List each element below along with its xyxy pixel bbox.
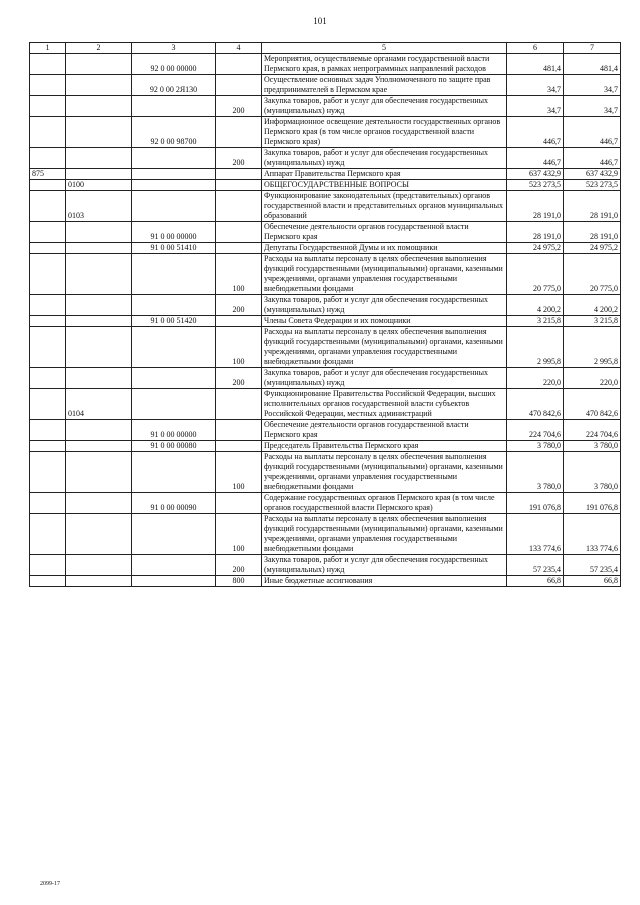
org-code-cell (30, 243, 66, 254)
section-code-cell (66, 54, 132, 75)
column-header-6: 6 (507, 43, 564, 54)
org-code-cell (30, 180, 66, 191)
section-code-cell: 0104 (66, 389, 132, 420)
description-cell: Расходы на выплаты персоналу в целях обеспечения выполнения функций государственными (муниципальными) органами, казенными учреждениями, органами управления государственными внебюджетными фондами (262, 254, 507, 295)
amount-year1-cell: 637 432,9 (507, 169, 564, 180)
description-cell: Расходы на выплаты персоналу в целях обеспечения выполнения функций государственными (муниципальными) органами, казенными учреждениями, органами управления государственными внебюджетными фондами (262, 327, 507, 368)
section-code-cell (66, 117, 132, 148)
column-header-2: 2 (66, 43, 132, 54)
target-code-cell (132, 295, 216, 316)
header-row (30, 43, 621, 54)
description-cell: Расходы на выплаты персоналу в целях обеспечения выполнения функций государственными (муниципальными) органами, казенными учреждениями, органами управления государственными внебюджетными фондами (262, 452, 507, 493)
org-code-cell (30, 514, 66, 555)
org-code-cell (30, 254, 66, 295)
target-code-cell (132, 368, 216, 389)
org-code-cell (30, 316, 66, 327)
amount-year2-cell: 446,7 (564, 117, 621, 148)
org-code-cell (30, 222, 66, 243)
amount-year2-cell: 446,7 (564, 148, 621, 169)
table-row (30, 555, 621, 576)
expense-type-cell: 100 (216, 254, 262, 295)
table-row (30, 576, 621, 587)
column-header-1: 1 (30, 43, 66, 54)
amount-year1-cell: 2 995,8 (507, 327, 564, 368)
amount-year2-cell: 34,7 (564, 75, 621, 96)
amount-year2-cell: 2 995,8 (564, 327, 621, 368)
section-code-cell (66, 222, 132, 243)
expense-type-cell: 100 (216, 452, 262, 493)
section-code-cell (66, 254, 132, 295)
description-cell: Расходы на выплаты персоналу в целях обеспечения выполнения функций государственными (муниципальными) органами, казенными учреждениями, органами управления государственными внебюджетными фондами (262, 514, 507, 555)
expense-type-cell: 100 (216, 327, 262, 368)
org-code-cell (30, 452, 66, 493)
table-row (30, 243, 621, 254)
target-code-cell (132, 169, 216, 180)
target-code-cell: 92 0 00 2Я130 (132, 75, 216, 96)
expense-type-cell (216, 75, 262, 96)
description-cell: Обеспечение деятельности органов государственной власти Пермского края (262, 222, 507, 243)
amount-year2-cell: 3 780,0 (564, 441, 621, 452)
table-row (30, 514, 621, 555)
target-code-cell: 91 0 00 00090 (132, 493, 216, 514)
section-code-cell: 0100 (66, 180, 132, 191)
amount-year2-cell: 523 273,5 (564, 180, 621, 191)
column-header-3: 3 (132, 43, 216, 54)
budget-table (29, 42, 621, 587)
section-code-cell (66, 148, 132, 169)
amount-year1-cell: 34,7 (507, 96, 564, 117)
org-code-cell (30, 389, 66, 420)
table-row (30, 180, 621, 191)
description-cell: Аппарат Правительства Пермского края (262, 169, 507, 180)
expense-type-cell (216, 117, 262, 148)
footer-code: 2099-17 (40, 881, 60, 887)
amount-year1-cell: 523 273,5 (507, 180, 564, 191)
section-code-cell (66, 514, 132, 555)
org-code-cell (30, 420, 66, 441)
table-body (30, 43, 621, 587)
amount-year2-cell: 28 191,0 (564, 222, 621, 243)
section-code-cell (66, 96, 132, 117)
description-cell: ОБЩЕГОСУДАРСТВЕННЫЕ ВОПРОСЫ (262, 180, 507, 191)
amount-year1-cell: 4 200,2 (507, 295, 564, 316)
org-code-cell (30, 75, 66, 96)
table-row (30, 75, 621, 96)
amount-year2-cell: 57 235,4 (564, 555, 621, 576)
org-code-cell (30, 117, 66, 148)
target-code-cell: 91 0 00 00000 (132, 420, 216, 441)
section-code-cell: 0103 (66, 191, 132, 222)
amount-year1-cell: 66,8 (507, 576, 564, 587)
table-row (30, 191, 621, 222)
org-code-cell (30, 576, 66, 587)
table-row (30, 54, 621, 75)
table-row (30, 96, 621, 117)
section-code-cell (66, 576, 132, 587)
org-code-cell (30, 295, 66, 316)
org-code-cell (30, 54, 66, 75)
column-header-4: 4 (216, 43, 262, 54)
target-code-cell (132, 555, 216, 576)
org-code-cell (30, 327, 66, 368)
amount-year2-cell: 220,0 (564, 368, 621, 389)
table-row (30, 420, 621, 441)
column-header-7: 7 (564, 43, 621, 54)
target-code-cell: 92 0 00 00000 (132, 54, 216, 75)
section-code-cell (66, 368, 132, 389)
amount-year1-cell: 133 774,6 (507, 514, 564, 555)
section-code-cell (66, 295, 132, 316)
target-code-cell (132, 452, 216, 493)
table-row (30, 222, 621, 243)
table-row (30, 327, 621, 368)
expense-type-cell (216, 243, 262, 254)
amount-year1-cell: 446,7 (507, 117, 564, 148)
expense-type-cell (216, 389, 262, 420)
section-code-cell (66, 420, 132, 441)
amount-year1-cell: 191 076,8 (507, 493, 564, 514)
description-cell: Закупка товаров, работ и услуг для обеспечения государственных (муниципальных) нужд (262, 368, 507, 389)
amount-year1-cell: 446,7 (507, 148, 564, 169)
section-code-cell (66, 327, 132, 368)
amount-year2-cell: 3 780,0 (564, 452, 621, 493)
amount-year2-cell: 3 215,8 (564, 316, 621, 327)
target-code-cell (132, 148, 216, 169)
expense-type-cell (216, 191, 262, 222)
description-cell: Закупка товаров, работ и услуг для обеспечения государственных (муниципальных) нужд (262, 295, 507, 316)
amount-year1-cell: 28 191,0 (507, 191, 564, 222)
expense-type-cell (216, 54, 262, 75)
org-code-cell (30, 191, 66, 222)
amount-year1-cell: 34,7 (507, 75, 564, 96)
table-row (30, 295, 621, 316)
expense-type-cell (216, 169, 262, 180)
org-code-cell (30, 493, 66, 514)
table-row (30, 169, 621, 180)
org-code-cell (30, 441, 66, 452)
expense-type-cell: 800 (216, 576, 262, 587)
target-code-cell (132, 576, 216, 587)
section-code-cell (66, 316, 132, 327)
amount-year1-cell: 20 775,0 (507, 254, 564, 295)
amount-year2-cell: 24 975,2 (564, 243, 621, 254)
expense-type-cell (216, 222, 262, 243)
target-code-cell: 92 0 00 98700 (132, 117, 216, 148)
description-cell: Члены Совета Федерации и их помощники (262, 316, 507, 327)
description-cell: Функционирование законодательных (представительных) органов государственной власти и представительных органов муниципальных образований (262, 191, 507, 222)
expense-type-cell (216, 493, 262, 514)
amount-year1-cell: 470 842,6 (507, 389, 564, 420)
description-cell: Мероприятия, осуществляемые органами государственной власти Пермского края, в рамках непрограммных направлений расходов (262, 54, 507, 75)
target-code-cell (132, 514, 216, 555)
expense-type-cell (216, 316, 262, 327)
org-code-cell (30, 555, 66, 576)
expense-type-cell (216, 180, 262, 191)
target-code-cell (132, 327, 216, 368)
page-number: 101 (313, 16, 327, 26)
expense-type-cell (216, 441, 262, 452)
table-row (30, 441, 621, 452)
amount-year2-cell: 191 076,8 (564, 493, 621, 514)
table-row (30, 389, 621, 420)
org-code-cell: 875 (30, 169, 66, 180)
amount-year1-cell: 481,4 (507, 54, 564, 75)
target-code-cell (132, 389, 216, 420)
table-row (30, 452, 621, 493)
expense-type-cell: 200 (216, 96, 262, 117)
target-code-cell (132, 254, 216, 295)
expense-type-cell: 200 (216, 148, 262, 169)
amount-year1-cell: 3 780,0 (507, 441, 564, 452)
table-row (30, 148, 621, 169)
section-code-cell (66, 452, 132, 493)
description-cell: Обеспечение деятельности органов государственной власти Пермского края (262, 420, 507, 441)
amount-year2-cell: 34,7 (564, 96, 621, 117)
description-cell: Закупка товаров, работ и услуг для обеспечения государственных (муниципальных) нужд (262, 148, 507, 169)
amount-year2-cell: 133 774,6 (564, 514, 621, 555)
amount-year2-cell: 224 704,6 (564, 420, 621, 441)
org-code-cell (30, 148, 66, 169)
target-code-cell: 91 0 00 51420 (132, 316, 216, 327)
description-cell: Информационное освещение деятельности государственных органов Пермского края (в том числе органов государственной власти Пермского края) (262, 117, 507, 148)
expense-type-cell: 200 (216, 555, 262, 576)
table-row (30, 254, 621, 295)
amount-year2-cell: 637 432,9 (564, 169, 621, 180)
description-cell: Закупка товаров, работ и услуг для обеспечения государственных (муниципальных) нужд (262, 96, 507, 117)
target-code-cell: 91 0 00 51410 (132, 243, 216, 254)
amount-year2-cell: 20 775,0 (564, 254, 621, 295)
target-code-cell (132, 180, 216, 191)
org-code-cell (30, 96, 66, 117)
amount-year2-cell: 66,8 (564, 576, 621, 587)
target-code-cell: 91 0 00 00080 (132, 441, 216, 452)
target-code-cell (132, 191, 216, 222)
amount-year1-cell: 220,0 (507, 368, 564, 389)
description-cell: Иные бюджетные ассигнования (262, 576, 507, 587)
target-code-cell (132, 96, 216, 117)
section-code-cell (66, 493, 132, 514)
expense-type-cell (216, 420, 262, 441)
section-code-cell (66, 75, 132, 96)
table-row (30, 368, 621, 389)
expense-type-cell: 200 (216, 295, 262, 316)
section-code-cell (66, 441, 132, 452)
amount-year1-cell: 24 975,2 (507, 243, 564, 254)
table-row (30, 117, 621, 148)
table-row (30, 493, 621, 514)
description-cell: Депутаты Государственной Думы и их помощники (262, 243, 507, 254)
org-code-cell (30, 368, 66, 389)
expense-type-cell: 200 (216, 368, 262, 389)
amount-year1-cell: 28 191,0 (507, 222, 564, 243)
table-row (30, 316, 621, 327)
amount-year2-cell: 481,4 (564, 54, 621, 75)
section-code-cell (66, 243, 132, 254)
section-code-cell (66, 555, 132, 576)
description-cell: Содержание государственных органов Пермского края (в том числе органов государственной власти Пермского края) (262, 493, 507, 514)
description-cell: Функционирование Правительства Российской Федерации, высших исполнительных органов государственной власти субъектов Российской Федерации, местных администраций (262, 389, 507, 420)
description-cell: Председатель Правительства Пермского края (262, 441, 507, 452)
target-code-cell: 91 0 00 00000 (132, 222, 216, 243)
amount-year2-cell: 28 191,0 (564, 191, 621, 222)
section-code-cell (66, 169, 132, 180)
description-cell: Осуществление основных задач Уполномоченного по защите прав предпринимателей в Пермском крае (262, 75, 507, 96)
amount-year1-cell: 224 704,6 (507, 420, 564, 441)
column-header-5: 5 (262, 43, 507, 54)
expense-type-cell: 100 (216, 514, 262, 555)
amount-year2-cell: 4 200,2 (564, 295, 621, 316)
amount-year1-cell: 3 215,8 (507, 316, 564, 327)
description-cell: Закупка товаров, работ и услуг для обеспечения государственных (муниципальных) нужд (262, 555, 507, 576)
amount-year2-cell: 470 842,6 (564, 389, 621, 420)
amount-year1-cell: 3 780,0 (507, 452, 564, 493)
amount-year1-cell: 57 235,4 (507, 555, 564, 576)
